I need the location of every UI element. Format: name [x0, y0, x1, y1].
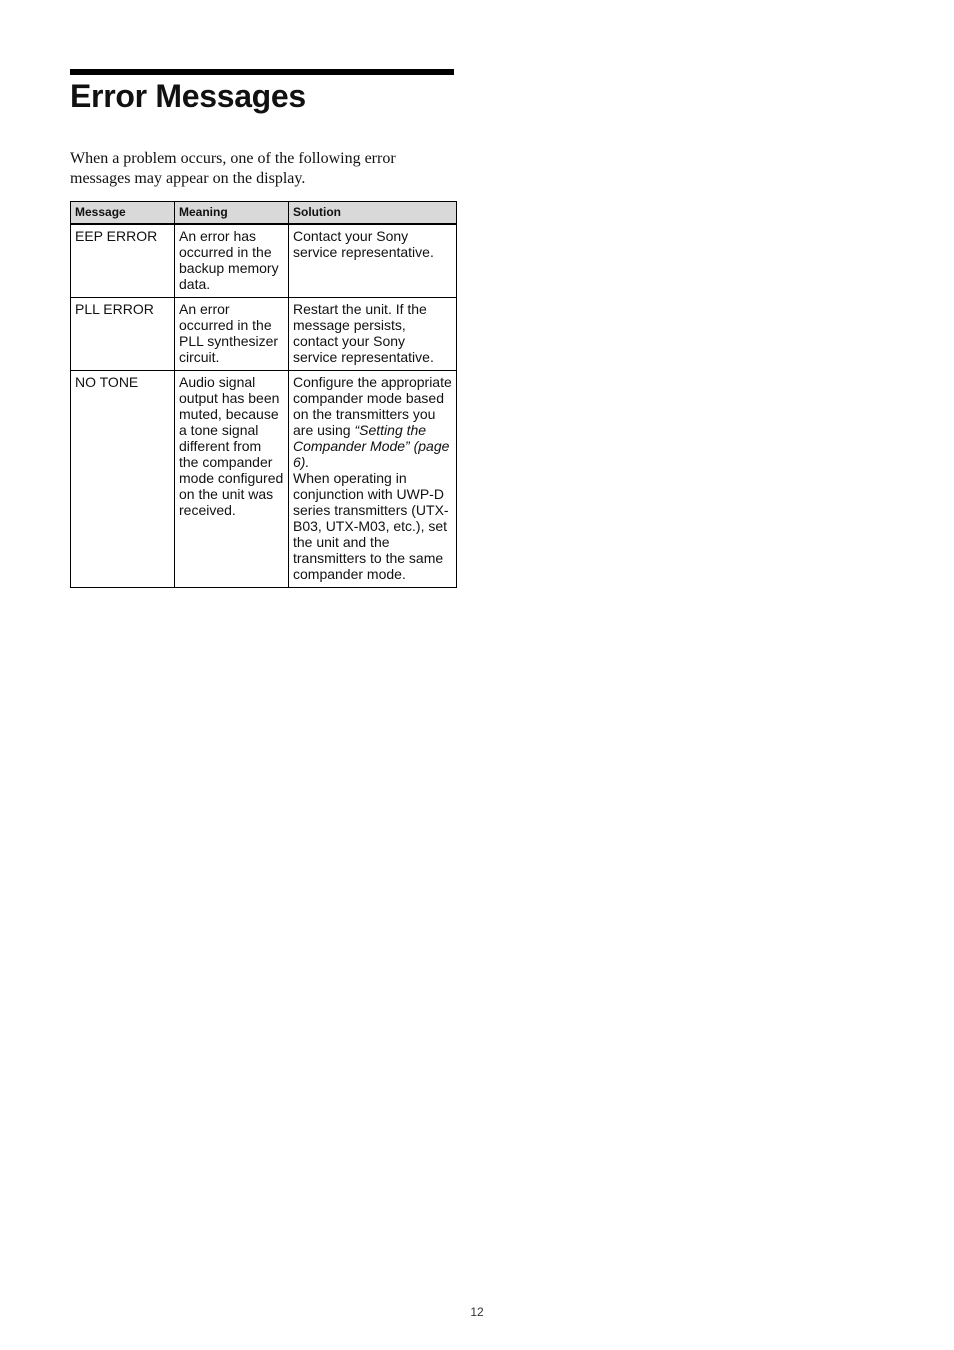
cell-meaning: An error has occurred in the backup memory data.	[175, 224, 289, 298]
intro-paragraph: When a problem occurs, one of the following error messages may appear on the display.	[70, 150, 396, 187]
cell-solution: Restart the unit. If the message persists, contact your Sony service representative.	[289, 298, 457, 371]
header-solution: Solution	[289, 202, 457, 225]
solution-text: When operating in conjunction with UWP-D series transmitters (UTX-B03, UTX-M03, etc.), set the unit and the transmitters to the same compander mode.	[293, 470, 449, 582]
cell-message: EEP ERROR	[71, 224, 175, 298]
table-row	[71, 371, 457, 588]
header-message: Message	[71, 202, 175, 225]
cell-meaning: Audio signal output has been muted, because a tone signal different from the compander mode configured on the unit was received.	[175, 371, 289, 588]
table-row	[71, 298, 457, 371]
cross-reference-link[interactable]: “Setting the Compander Mode” (page 6).	[293, 422, 450, 470]
error-messages-table	[70, 201, 457, 588]
title-rule	[70, 69, 454, 75]
cell-solution: Contact your Sony service representative.	[289, 224, 457, 298]
cell-message: PLL ERROR	[71, 298, 175, 371]
header-meaning: Meaning	[175, 202, 289, 225]
table-header-row	[71, 202, 457, 225]
page-number: 12	[470, 1305, 484, 1319]
solution-text: Configure the appropriate compander mode based on the transmitters you are using	[293, 374, 452, 438]
page-title: Error Messages	[70, 78, 306, 114]
table-row	[71, 224, 457, 298]
cell-meaning: An error occurred in the PLL synthesizer circuit.	[175, 298, 289, 371]
cell-message: NO TONE	[71, 371, 175, 588]
cell-solution	[289, 371, 457, 588]
